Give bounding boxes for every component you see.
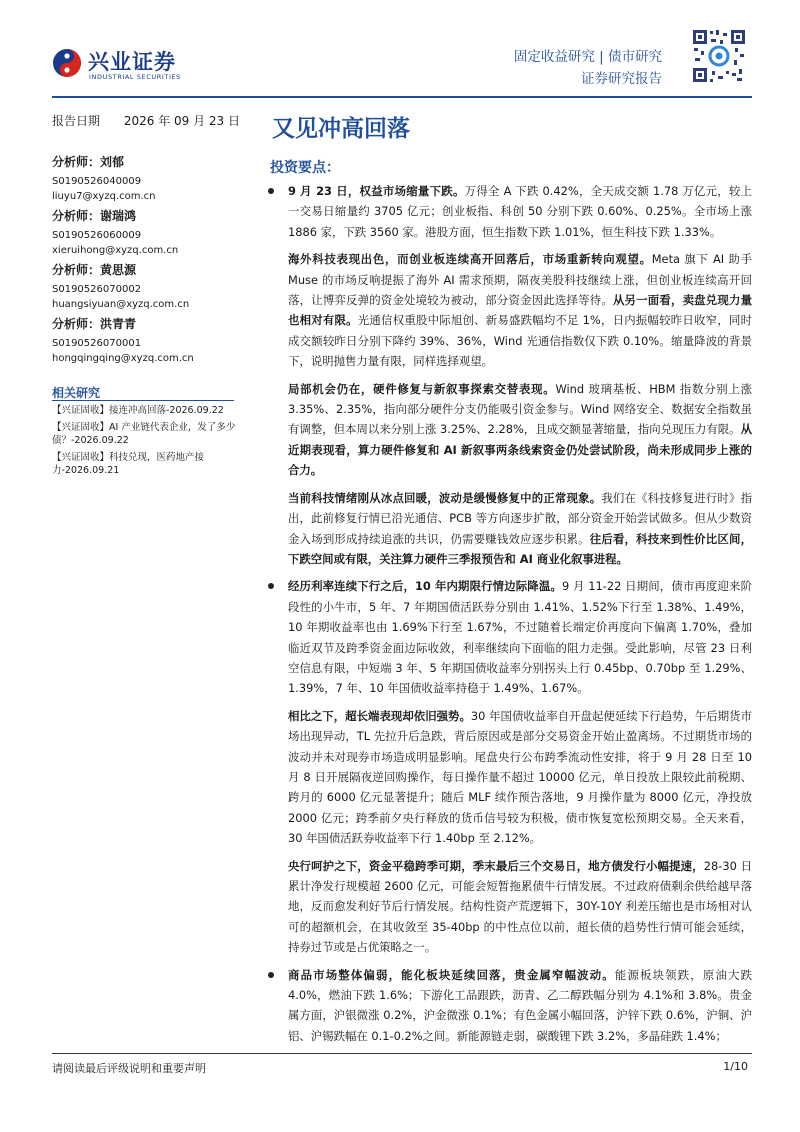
analyst-card — [52, 209, 242, 258]
footer-divider — [52, 1053, 752, 1054]
analyst-email[interactable]: huangsiyuan@xyzq.com.cn — [52, 299, 190, 310]
analyst-cert: S0190526040009 — [52, 176, 142, 187]
related-research-list — [52, 404, 238, 481]
report-date-label: 报告日期 — [52, 114, 101, 128]
analyst-email[interactable]: hongqingqing@xyzq.com.cn — [52, 353, 194, 364]
body-paragraph: 央行呵护之下，资金平稳跨季可期，季末最后三个交易日，地方债发行小幅提速，28-30 日累计净发行规模超 2600 亿元，可能会短暂拖累债牛行情发展。不过政府债剩余供给越早落地，反而愈发利好节后行情发展。结构性资产荒逻辑下，30Y-10Y 利差压缩也是市场相对认可的超额机会，在其收敛至 35-40bp 的中性点位以前，超长债的趋势性行情可能会延续，持券过节或是占优策略之一。 — [288, 858, 752, 955]
bullet-dot-icon — [268, 583, 274, 589]
analyst-card — [52, 317, 242, 366]
report-date: 2026 年 09 月 23 日 — [123, 114, 240, 128]
related-research-item[interactable]: 【兴证固收】AI 产业链代表企业，发了多少债？-2026.09.22 — [52, 422, 236, 446]
related-research-item[interactable]: 【兴证固收】科技兑现，医药地产接力-2026.09.21 — [52, 452, 205, 476]
logo-text-en: INDUSTRIAL SECURITIES — [89, 73, 181, 81]
analyst-name: 分析师：黄思源 — [52, 263, 137, 277]
report-body — [268, 181, 752, 1053]
logo-mark-icon — [52, 48, 82, 78]
page-number: 1/10 — [723, 1060, 748, 1073]
report-type: 证券研究报告 — [581, 71, 662, 87]
report-title: 又见冲高回落 — [272, 116, 410, 142]
analyst-card — [52, 263, 242, 312]
body-paragraph: 海外科技表现出色，而创业板连续高开回落后，市场重新转向观望。Meta 旗下 AI 助手 Muse 的市场反响提振了海外 AI 需求预期，隔夜美股科技继续上涨，但创业板连续高开回落，让博弈反弹的资金处境较为被动，部分资金因此选择等待。从另一面看，卖盘兑现力量也相对有限。光通信权重股中际旭创、新易盛跌幅均不足 1%，日内振幅较昨日收窄，同时成交额较昨日分别下降约 39%、36%，Wind 光通信指数仅下跌 0.10%。缩量降波的背景下，说明抛售力量有限，同样选择观望。 — [288, 252, 752, 369]
section-heading: 投资要点： — [270, 160, 340, 176]
bullet-paragraph: 9 月 23 日，权益市场缩量下跌。万得全 A 下跌 0.42%，全天成交额 1.78 万亿元，较上一交易日缩量约 3705 亿元；创业板指、科创 50 分别下跌 0.60%、0.25%。全市场上涨 1886 家，下跌 3560 家。港股方面，恒生指数下跌 1.01%，恒生科技下跌 1.33%。 — [268, 181, 752, 242]
header-labels — [514, 46, 662, 90]
report-date-row — [52, 112, 240, 129]
body-paragraph: 当前科技情绪刚从冰点回暖，波动是缓慢修复中的正常现象。我们在《科技修复进行时》指出，此前修复行情已沿光通信、PCB 等方向逐步扩散，部分资金开始尝试做多。但从少数资金入场到形成持续追涨的共识，仍需要赚钱效应逐步积累。往后看，科技来到性价比区间，下跌空间或有限，关注算力硬件三季报预告和 AI 商业化叙事进程。 — [288, 490, 752, 566]
analyst-name: 分析师：谢瑞鸿 — [52, 209, 137, 223]
body-paragraph: 局部机会仍在，硬件修复与新叙事探索交替表现。Wind 玻璃基板、HBM 指数分别上涨 3.35%、2.35%，指向部分硬件分支仍能吸引资金参与。Wind 网络安全、数据安全指数虽有调整，但本周以来分别上涨 3.25%、2.28%，且成交额显著缩量，指向兑现压力有限。从近期表现看，算力硬件修复和 AI 新叙事两条线索资金仍处尝试阶段，尚未形成同步上涨的合力。 — [288, 381, 752, 478]
analyst-cert: S0190526060009 — [52, 230, 142, 241]
logo-text-cn: 兴业证券 — [88, 50, 176, 74]
analyst-cert: S0190526070001 — [52, 338, 142, 349]
qr-code-icon — [690, 27, 748, 85]
analyst-email[interactable]: liuyu7@xyzq.com.cn — [52, 191, 156, 202]
company-logo — [52, 44, 202, 84]
analyst-name: 分析师：刘郁 — [52, 155, 125, 169]
bullet-paragraph: 经历利率连续下行之后，10 年内期限行情边际降温。9 月 11-22 日期间，债市再度迎来阶段性的小牛市，5 年、7 年期国债活跃券分别由 1.41%、1.52%下行至 1.38%、1.49%，10 年期收益率也由 1.69%下行至 1.67%，不过随着长端定价再度向下偏离 1.70%，叠加临近双节及跨季资金面边际收敛，利率继续向下面临的阻力走强。受此影响，尽管 23 日利空信息有限，中短端 3 年、5 年期国债收益率分别拐头上行 0.45bp、0.70bp 至 1.29%、1.39%，7 年、10 年国债收益率持稳于 1.49%、1.67%。 — [268, 576, 752, 698]
related-research-divider — [52, 400, 234, 401]
footer-disclaimer: 请阅读最后评级说明和重要声明 — [52, 1062, 206, 1075]
analyst-card — [52, 155, 242, 204]
body-paragraph: 相比之下，超长端表现却依旧强势。30 年国债收益率自开盘起便延续下行趋势，午后期货市场出现异动，TL 先拉升后急跌，背后原因或是部分交易资金开始止盈离场。不过期货市场的波动并未对现券市场造成明显影响。尾盘央行公布跨季流动性安排，将于 9 月 28 日至 10 月 8 日开展隔夜逆回购操作，每日操作量不超过 10000 亿元，单日投放上限较此前税期、跨月的 6000 亿元显著提升；随后 MLF 续作预告落地，9 月操作量为 8000 亿元，净投放 2000 亿元；跨季前夕央行释放的货币信号较为积极，债市恢复宽松预期交易。全天来看，30 年国债活跃券收益率下行 1.40bp 至 2.12%。 — [288, 708, 752, 846]
related-research-item[interactable]: 【兴证固收】接连冲高回落-2026.09.22 — [52, 405, 224, 416]
report-category: 固定收益研究 | 债市研究 — [513, 49, 662, 65]
bullet-paragraph: 商品市场整体偏弱，能化板块延续回落，贵金属窄幅波动。能源板块领跌，原油大跌 4.0%，燃油下跌 1.6%；下游化工品跟跌，沥青、乙二醇跌幅分别为 4.1%和 3.8%。贵金属方面，沪银微涨 0.2%，沪金微涨 0.1%；有色金属小幅回落，沪锌下跌 0.6%，沪铜、沪铝、沪锡跌幅在 0.1-0.2%之间。新能源链走弱，碳酸锂下跌 3.2%，多晶硅跌 1.4%； — [268, 965, 752, 1047]
related-research-title: 相关研究 — [52, 386, 101, 400]
header-divider — [52, 96, 752, 98]
bullet-dot-icon — [268, 972, 274, 978]
analyst-cert: S0190526070002 — [52, 284, 142, 295]
analyst-name: 分析师：洪青青 — [52, 317, 137, 331]
bullet-dot-icon — [268, 188, 274, 194]
analyst-email[interactable]: xieruihong@xyzq.com.cn — [52, 245, 179, 256]
